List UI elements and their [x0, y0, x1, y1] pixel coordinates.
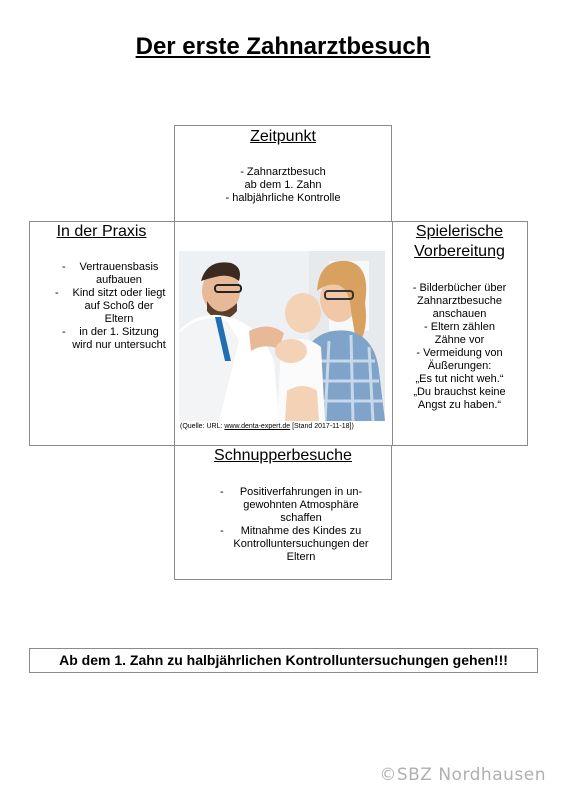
praxis-item-line: aufbauen — [96, 274, 142, 286]
schnupper-heading: Schnupperbesuche — [214, 447, 352, 464]
zeitpunkt-line: - Zahnarztbesuch — [240, 166, 326, 178]
schnupper-item-line: gewohnten Atmosphäre — [243, 499, 359, 511]
schnupper-item-line: schaffen — [280, 512, 322, 524]
list-bullet: - — [62, 261, 66, 273]
schnupper-item-line: Eltern — [286, 551, 316, 563]
praxis-item — [66, 287, 172, 326]
zeitpunkt-line: - halbjährliche Kontrolle — [225, 192, 341, 204]
schnupper-item-line: Positiverfahrungen in un- — [239, 486, 363, 498]
list-bullet: - — [62, 326, 66, 338]
vorbereitung-line: anschauen — [432, 308, 487, 320]
schnupper-item-line: Mitnahme des Kindes zu — [240, 525, 362, 537]
praxis-heading: In der Praxis — [56, 223, 147, 240]
vorbereitung-line: Zahnarztbesuche — [417, 295, 502, 307]
schnupper-item-line: Kontrolluntersuchungen der — [233, 538, 369, 550]
praxis-item-line: Eltern — [104, 313, 134, 325]
praxis-item-line: in der 1. Sitzung — [79, 326, 159, 338]
dentist-photo — [179, 251, 385, 421]
vorbereitung-text — [392, 282, 527, 412]
zeitpunkt-text — [174, 166, 392, 205]
vorbereitung-line: - Bilderbücher über — [412, 282, 507, 294]
page-title: Der erste Zahnarztbesuch — [135, 33, 431, 60]
praxis-item-line: wird nur untersucht — [72, 339, 166, 351]
praxis-item — [68, 261, 170, 287]
vorbereitung-line: Äußerungen: — [427, 360, 492, 372]
vorbereitung-heading-line: Vorbereitung — [414, 243, 505, 260]
praxis-item-line: auf Schoß der — [84, 300, 154, 312]
vorbereitung-line: - Eltern zählen — [424, 321, 495, 333]
source-link[interactable]: www.denta-expert.de — [224, 423, 291, 430]
vorbereitung-heading — [392, 222, 527, 262]
praxis-item-line: Kind sitzt oder liegt — [72, 287, 166, 299]
list-bullet: - — [55, 287, 59, 299]
vorbereitung-line: „Es tut nicht weh.“ — [415, 373, 504, 385]
praxis-item-line: Vertrauensbasis — [79, 261, 159, 273]
list-bullet: - — [220, 486, 224, 498]
copyright-watermark: ©SBZ Nordhausen — [379, 765, 546, 785]
zeitpunkt-line: ab dem 1. Zahn — [244, 179, 322, 191]
photo-caption — [180, 422, 354, 431]
vorbereitung-line: „Du brauchst keine — [413, 386, 506, 398]
schnupper-item — [226, 486, 376, 525]
vorbereitung-line: Angst zu haben.“ — [417, 399, 502, 411]
vorbereitung-heading-line: Spielerische — [415, 223, 504, 240]
vorbereitung-line: - Vermeidung von — [416, 347, 503, 359]
schnupper-item — [222, 525, 380, 564]
conclusion-banner: Ab dem 1. Zahn zu halbjährlichen Kontrolluntersuchungen gehen!!! — [29, 648, 538, 673]
caption-suffix: [Stand 2017-11-18]) — [290, 423, 354, 430]
caption-prefix: (Quelle: URL: — [180, 423, 225, 430]
photo-illustration — [179, 251, 385, 421]
list-bullet: - — [220, 525, 224, 537]
praxis-item — [66, 326, 172, 352]
zeitpunkt-heading: Zeitpunkt — [250, 128, 316, 145]
vorbereitung-line: Zähne vor — [434, 334, 485, 346]
divider-left — [174, 222, 175, 445]
